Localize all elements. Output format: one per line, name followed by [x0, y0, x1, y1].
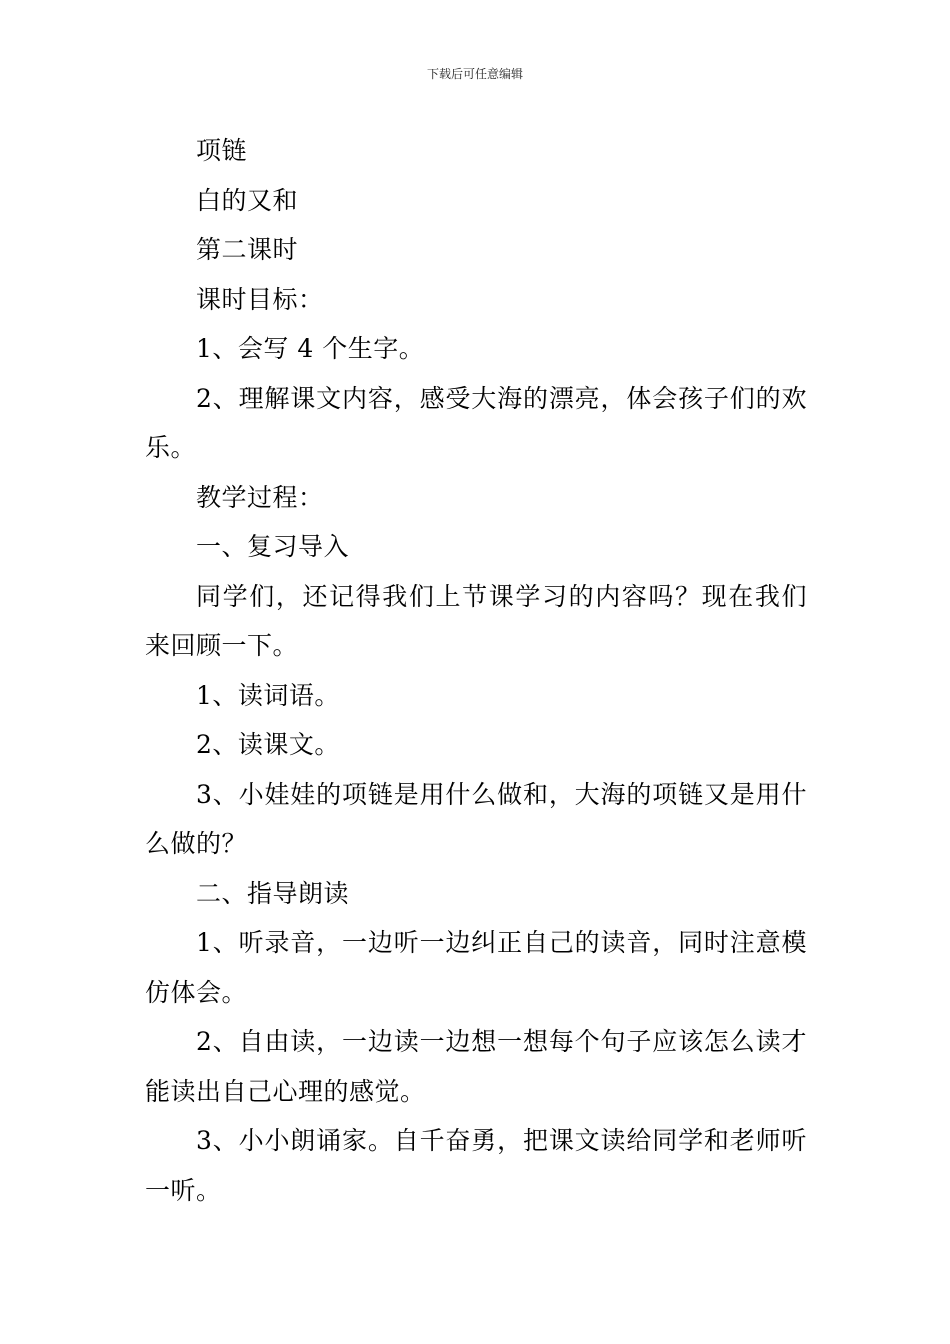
list-item: 3、小小朗诵家。自千奋勇，把课文读给同学和老师听一听。	[145, 1126, 807, 1205]
list-item: 1、读词语。	[196, 680, 340, 710]
list-item: 2、自由读，一边读一边想一想每个句子应该怎么读才能读出自己心理的感觉。	[145, 1027, 807, 1106]
body-paragraph: 同学们，还记得我们上节课学习的内容吗？现在我们来回顾一下。	[145, 581, 807, 660]
section-heading-process: 教学过程：	[196, 482, 324, 512]
step-heading-reading: 二、指导朗读	[196, 878, 350, 908]
objective-item: 2、理解课文内容，感受大海的漂亮，体会孩子们的欢乐。	[145, 383, 807, 462]
header-note: 下载后可任意编辑	[426, 67, 523, 81]
list-item: 3、小娃娃的项链是用什么做和，大海的项链又是用什么做的？	[145, 779, 807, 858]
objective-item: 1、会写 4 个生字。	[196, 334, 425, 363]
lesson-title: 项链	[196, 136, 248, 165]
list-item: 2、读课文。	[196, 730, 340, 759]
document-body	[145, 126, 807, 1215]
lesson-period: 第二课时	[196, 235, 299, 264]
lesson-subtitle: 白的又和	[196, 185, 299, 215]
section-heading-objectives: 课时目标：	[196, 284, 324, 314]
list-item: 1、听录音，一边听一边纠正自己的读音，同时注意模仿体会。	[145, 928, 807, 1007]
step-heading-review: 一、复习导入	[196, 532, 350, 561]
